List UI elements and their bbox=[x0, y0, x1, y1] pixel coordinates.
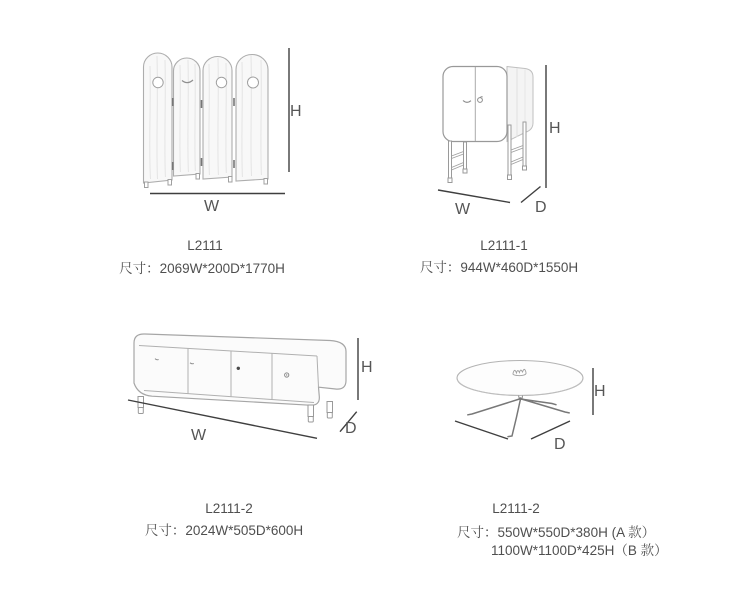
product-code: L2111-2 bbox=[205, 501, 253, 516]
round-table-drawing bbox=[443, 348, 610, 458]
product-code: L2111-1 bbox=[480, 238, 528, 253]
product-code: L2111 bbox=[187, 238, 223, 253]
table-leg-hub bbox=[519, 397, 522, 400]
product-code: L2111-2 bbox=[492, 501, 540, 516]
screen-panels bbox=[144, 53, 269, 183]
product-size: 尺寸：944W*460D*1550H bbox=[419, 260, 579, 275]
product-size: 尺寸：2024W*505D*600H bbox=[144, 523, 304, 538]
tv-stand-drawing bbox=[108, 328, 373, 445]
product-size: 尺寸：2069W*200D*1770H bbox=[119, 261, 285, 276]
height-label: H bbox=[290, 103, 302, 120]
height-label: H bbox=[361, 359, 373, 376]
width-label: W bbox=[455, 201, 471, 218]
width-label: W bbox=[191, 427, 207, 444]
depth-label: D bbox=[535, 199, 547, 216]
cabinet-stretchers bbox=[452, 146, 524, 171]
height-label: H bbox=[594, 383, 606, 400]
product-size-line1: 尺寸：550W*550D*380H (A 款） bbox=[457, 525, 656, 540]
tv-stand-body bbox=[134, 334, 346, 405]
depth-label: D bbox=[345, 420, 357, 437]
depth-label: D bbox=[554, 436, 566, 453]
folding-screen-drawing bbox=[138, 40, 313, 220]
width-label: W bbox=[204, 198, 220, 215]
height-label: H bbox=[549, 120, 561, 137]
product-size-line2: 1100W*1100D*425H（B 款） bbox=[491, 543, 668, 558]
cabinet-handle-right bbox=[478, 98, 483, 103]
